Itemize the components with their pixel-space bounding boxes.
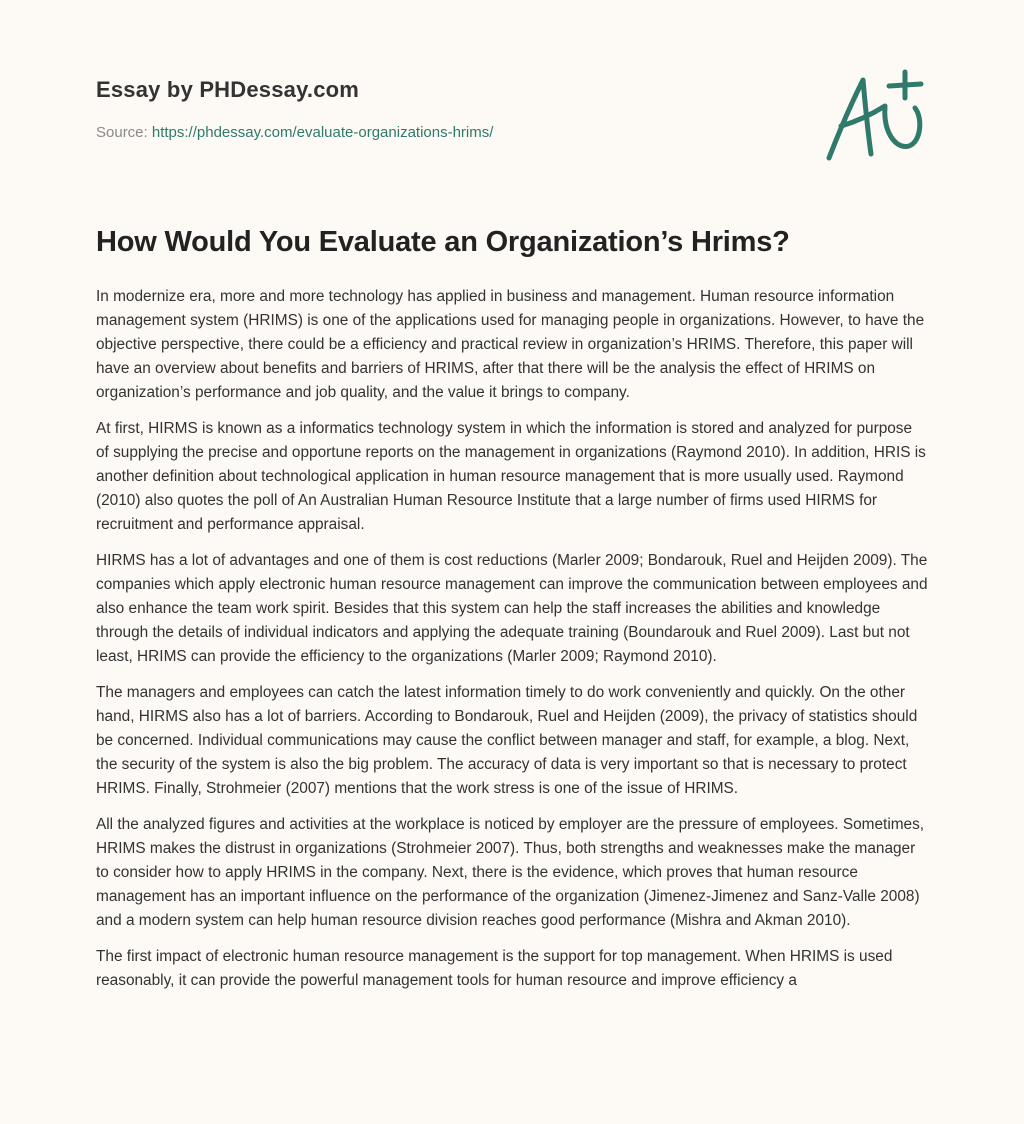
essay-paragraph: All the analyzed figures and activities at the workplace is noticed by employer are the pressure of employees. Sometimes, HRIMS makes the distrust in organizations (Strohmeier 2007). Thus, both strengths and weaknesses make the manager to consider how to apply HRIMS in the company. Next, there is the evidence, which proves that human resource management has an important influence on the performance of the organization (Jimenez-Jimenez and Sanz-Valle 2008) and a modern system can help human resource division reaches good performance (Mishra and Akman 2010). <box>96 816 925 929</box>
essay-paragraph: At first, HIRMS is known as a informatics technology system in which the information is stored and analyzed for purpose of supplying the precise and opportune reports on the management in organizations (Raymond 2010). In addition, HRIS is another definition about technological application in human resource management that is more usually used. Raymond (2010) also quotes the poll of An Australian Human Resource Institute that a large number of firms used HIRMS for recruitment and performance appraisal. <box>96 420 926 533</box>
source-label: Source: <box>96 124 152 141</box>
essay-title: How Would You Evaluate an Organization’s Hrims? <box>96 226 790 258</box>
source-link[interactable]: https://phdessay.com/evaluate-organizations-hrims/ <box>151 124 494 141</box>
essay-paragraph: In modernize era, more and more technology has applied in business and management. Human resource information management system (HRIMS) is one of the applications used for managing people in organizations. However, to have the objective perspective, there could be a efficiency and practical review in organization’s HRIMS. Therefore, this paper will have an overview about benefits and barriers of HRIMS, after that there will be the analysis the effect of HRIMS on organization’s performance and job quality, and the value it brings to company. <box>96 288 925 401</box>
essay-paragraph: HIRMS has a lot of advantages and one of them is cost reductions (Marler 2009; Bondarouk, Ruel and Heijden 2009). The companies which apply electronic human resource management can improve the communication between employees and also enhance the team work spirit. Besides that this system can help the staff increases the abilities and knowledge through the details of individual indicators and applying the adequate training (Boundarouk and Ruel 2009). Last but not least, HRIMS can provide the efficiency to the organizations (Marler 2009; Raymond 2010). <box>96 552 928 665</box>
source-line <box>96 124 493 141</box>
site-title: Essay by PHDessay.com <box>96 77 360 102</box>
essay-paragraph: The first impact of electronic human resource management is the support for top management. When HRIMS is used reasonably, it can provide the powerful management tools for human resource and improve efficiency a <box>96 948 893 989</box>
essay-body <box>96 285 928 1005</box>
essay-paragraph: The managers and employees can catch the latest information timely to do work conveniently and quickly. On the other hand, HIRMS also has a lot of barriers. According to Bondarouk, Ruel and Heijden (2009), the privacy of statistics should be concerned. Individual communications may cause the conflict between manager and staff, for example, a blog. Next, the security of the system is also the big problem. The accuracy of data is very important so that is necessary to protect HRIMS. Finally, Strohmeier (2007) mentions that the work stress is one of the issue of HRIMS. <box>96 684 918 797</box>
a-plus-logo-icon <box>825 68 925 164</box>
